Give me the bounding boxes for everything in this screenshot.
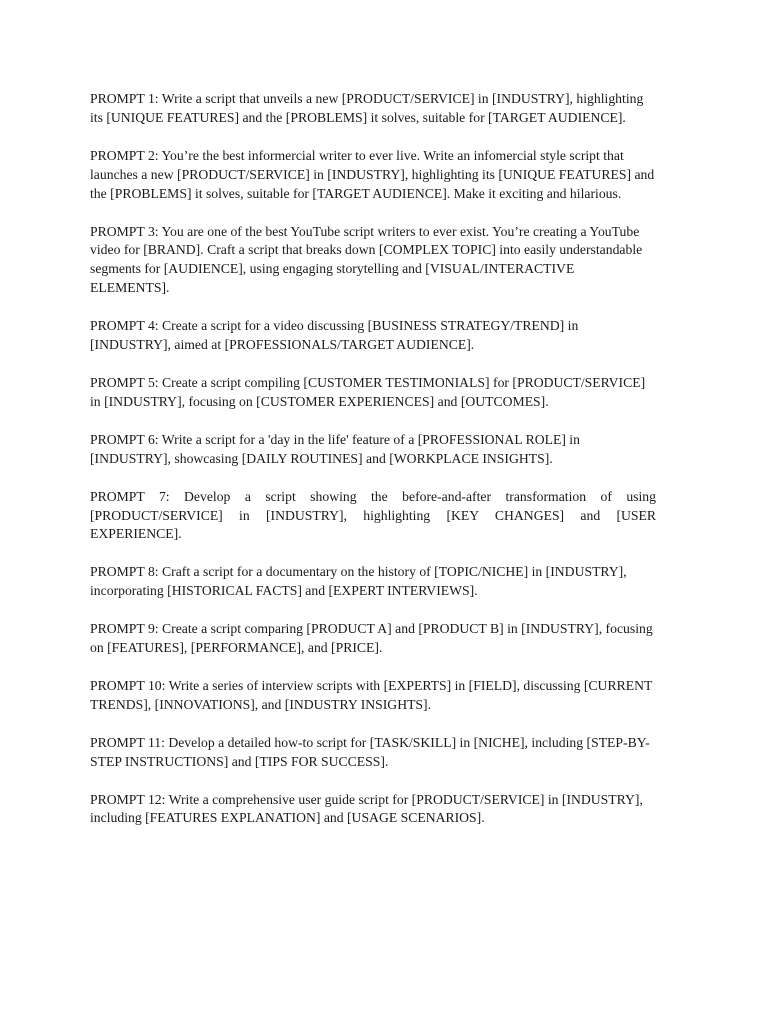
prompt-7: PROMPT 7: Develop a script showing the before-and-after transformation of using [PRODUCT/SERVICE] in [INDUSTRY], highlighting [KEY CHANGES] and [USER EXPERIENCE]. bbox=[90, 488, 656, 542]
prompt-9: PROMPT 9: Create a script comparing [PRODUCT A] and [PRODUCT B] in [INDUSTRY], focusing on [FEATURES], [PERFORMANCE], and [PRICE]. bbox=[90, 621, 653, 656]
prompt-2: PROMPT 2: You’re the best informercial writer to ever live. Write an infomercial style script that launches a new [PRODUCT/SERVICE] in [INDUSTRY], highlighting its [UNIQUE FEATURES] and the [PROBLEMS] it solves, suitable for [TARGET AUDIENCE]. Make it exciting and hilarious. bbox=[90, 147, 655, 201]
prompt-12: PROMPT 12: Write a comprehensive user guide script for [PRODUCT/SERVICE] in [INDUSTRY], including [FEATURES EXPLANATION] and [USAGE SCENARIOS]. bbox=[90, 791, 643, 826]
prompt-5: PROMPT 5: Create a script compiling [CUSTOMER TESTIMONIALS] for [PRODUCT/SERVICE] in [INDUSTRY], focusing on [CUSTOMER EXPERIENCES] and [OUTCOMES]. bbox=[90, 374, 646, 409]
prompt-3: PROMPT 3: You are one of the best YouTube script writers to ever exist. You’re creating a YouTube video for [BRAND]. Craft a script that breaks down [COMPLEX TOPIC] into easily understandable segments for [AUDIENCE], using engaging storytelling and [VISUAL/INTERACTIVE ELEMENTS]. bbox=[90, 223, 643, 296]
prompt-list bbox=[90, 90, 656, 847]
prompt-8: PROMPT 8: Craft a script for a documentary on the history of [TOPIC/NICHE] in [INDUSTRY], incorporating [HISTORICAL FACTS] and [EXPERT INTERVIEWS]. bbox=[90, 564, 627, 599]
prompt-10: PROMPT 10: Write a series of interview scripts with [EXPERTS] in [FIELD], discussing [CURRENT TRENDS], [INNOVATIONS], and [INDUSTRY INSIGHTS]. bbox=[90, 677, 653, 712]
prompt-6: PROMPT 6: Write a script for a 'day in the life' feature of a [PROFESSIONAL ROLE] in [INDUSTRY], showcasing [DAILY ROUTINES] and [WORKPLACE INSIGHTS]. bbox=[90, 431, 580, 466]
prompt-11: PROMPT 11: Develop a detailed how-to script for [TASK/SKILL] in [NICHE], including [STEP-BY-STEP INSTRUCTIONS] and [TIPS FOR SUCCESS]. bbox=[90, 734, 650, 769]
prompt-1: PROMPT 1: Write a script that unveils a new [PRODUCT/SERVICE] in [INDUSTRY], highlighting its [UNIQUE FEATURES] and the [PROBLEMS] it solves, suitable for [TARGET AUDIENCE]. bbox=[90, 91, 644, 125]
prompt-4: PROMPT 4: Create a script for a video discussing [BUSINESS STRATEGY/TREND] in [INDUSTRY], aimed at [PROFESSIONALS/TARGET AUDIENCE]. bbox=[90, 318, 579, 353]
